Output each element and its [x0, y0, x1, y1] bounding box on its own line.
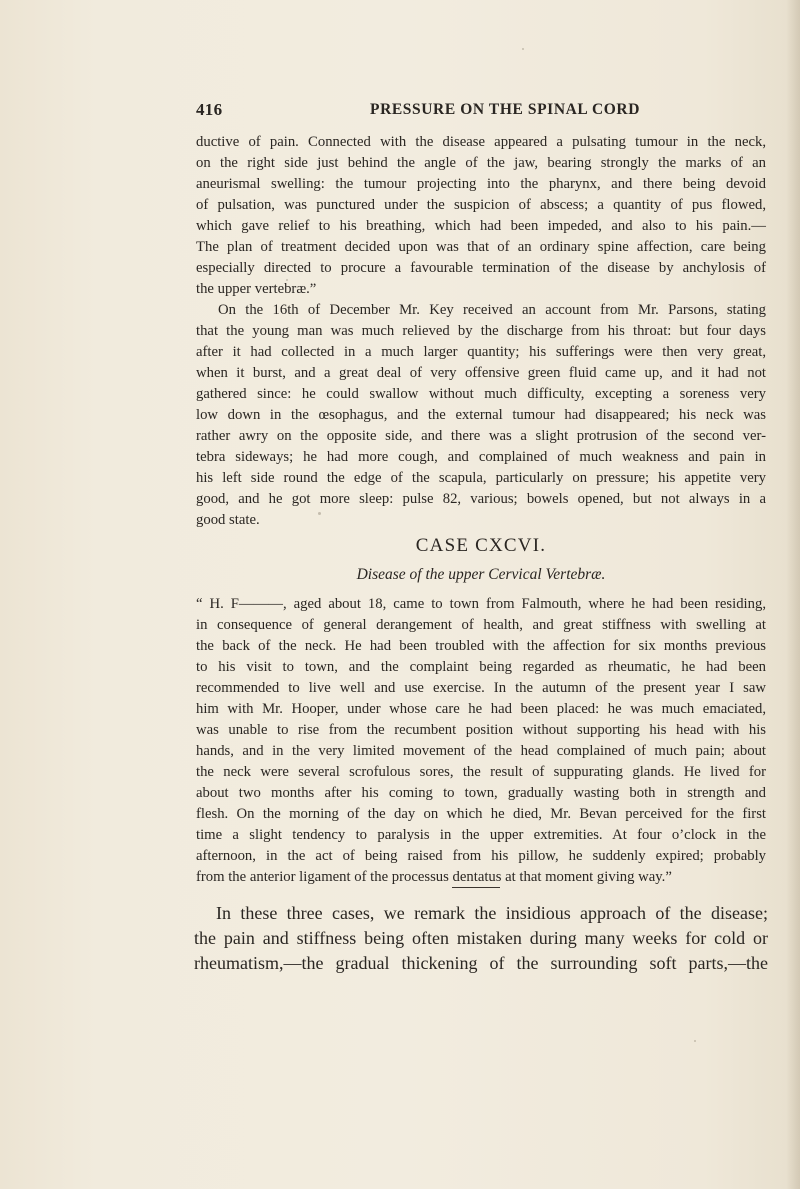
text-line: the neck were several scrofulous sores, the result of suppurating glands. He lived for: [196, 764, 766, 780]
text-line: his left side round the edge of the scapula, particularly on pressure; his appetite very: [196, 470, 766, 486]
text-line: that the young man was much relieved by the discharge from his throat: but four days: [196, 323, 766, 339]
text-line: “ H. F———, aged about 18, came to town from Falmouth, where he had been residing,: [196, 596, 766, 612]
text-line: ductive of pain. Connected with the disease appeared a pulsating tumour in the neck,: [196, 134, 766, 150]
text-line: the back of the neck. He had been troubled with the affection for six months previous: [196, 638, 766, 654]
paper-speck: [694, 1040, 696, 1042]
text-line: after it had collected in a much larger quantity; his sufferings were then very great,: [196, 344, 766, 360]
paragraph-commentary: [194, 901, 768, 976]
page-header: [196, 100, 764, 126]
text-line: In these three cases, we remark the insidious approach of the disease;: [216, 903, 768, 923]
text-line: good, and he got more sleep: pulse 82, various; bowels opened, but not always in a: [196, 491, 766, 507]
text-line: on the right side just behind the angle of the jaw, bearing strongly the marks of an: [196, 155, 766, 171]
paragraph-continuation: [196, 132, 766, 300]
text-line: of pulsation, was punctured under the suspicion of abscess; a quantity of pus flowed,: [196, 197, 766, 213]
page-number: 416: [196, 100, 223, 119]
text-line: The plan of treatment decided upon was that of an ordinary spine affection, care being: [196, 239, 766, 255]
text-line: afternoon, in the act of being raised from his pillow, he suddenly expired; probably: [196, 848, 766, 864]
text-line: tebra sideways; he had more cough, and complained of much weakness and pain in: [196, 449, 766, 465]
paragraph-case-report: [196, 594, 766, 888]
text-line: when it burst, and a great deal of very offensive green fluid came up, and it had not: [196, 365, 766, 381]
text-line: hands, and in the very limited movement of the head complained of much pain; about: [196, 743, 766, 759]
text-line: flesh. On the morning of the day on which he died, Mr. Bevan perceived for the first: [196, 806, 766, 822]
text-line: On the 16th of December Mr. Key received an account from Mr. Parsons, stating: [218, 302, 766, 318]
text-line: which gave relief to his breathing, which had been impeded, and also to his pain.—: [196, 218, 766, 234]
text-line: to his visit to town, and the complaint being regarded as rheumatic, he had been: [196, 659, 766, 675]
text-line: especially directed to procure a favourable termination of the disease by anchylosis of: [196, 260, 766, 276]
text-line: rheumatism,—the gradual thickening of the surrounding soft parts,—the: [194, 953, 768, 973]
running-head: PRESSURE ON THE SPINAL CORD: [370, 101, 640, 118]
text-line: gathered since: he could swallow without much difficulty, excepting a soreness very: [196, 386, 766, 402]
text-line: aneurismal swelling: the tumour projecting into the pharynx, and there being devoid: [196, 176, 766, 192]
paragraph-december-report: [196, 300, 766, 531]
text-line: rather awry on the opposite side, and there was a slight protrusion of the second ver-: [196, 428, 766, 444]
case-subtitle: Disease of the upper Cervical Vertebræ.: [356, 566, 606, 583]
paper-speck: [318, 512, 321, 515]
text-line: the pain and stiffness being often mistaken during many weeks for cold or: [194, 928, 768, 948]
page-edge-shadow: [786, 0, 800, 1189]
text-line: good state.: [196, 512, 260, 528]
paper-speck: [522, 48, 524, 50]
text-line: him with Mr. Hooper, under whose care he had been placed: he was much emaciated,: [196, 701, 766, 717]
paper-speck: [286, 279, 288, 281]
text-line: time a slight tendency to paralysis in the upper extremities. At four o’clock in the: [196, 827, 766, 843]
text-line: about two months after his coming to town, gradually wasting both in strength and: [196, 785, 766, 801]
text-line: low down in the œsophagus, and the external tumour had disappeared; his neck was: [196, 407, 766, 423]
text-line: was unable to rise from the recumbent position without supporting his head with his: [196, 722, 766, 738]
case-heading: CASE CXCVI.: [415, 535, 547, 556]
text-line: from the anterior ligament of the processus dentatus at that moment giving way.”: [196, 869, 672, 885]
text-line: in consequence of general derangement of health, and great stiffness with swelling at: [196, 617, 766, 633]
text-line: recommended to live well and use exercise. In the autumn of the present year I saw: [196, 680, 766, 696]
section-divider: [452, 887, 500, 888]
text-line: the upper vertebræ.”: [196, 281, 317, 297]
